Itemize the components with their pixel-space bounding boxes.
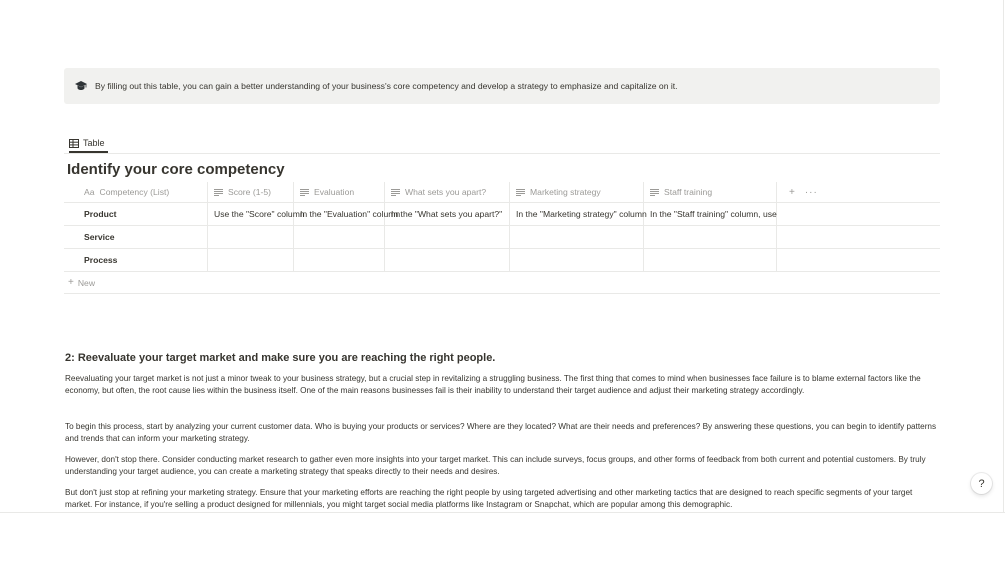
paragraph[interactable]: However, don't stop there. Consider conducting market research to gather even more insights into your target market. This can include surveys, focus groups, and other forms of feedback from both current and potential customers. By truly understanding your target audience, you can create a marketing strategy that speaks directly to their needs and desires. (65, 455, 926, 476)
row-name-cell[interactable]: Service (64, 226, 208, 248)
new-row-label: New (77, 277, 96, 288)
database-title[interactable]: Identify your core competency (67, 161, 285, 178)
paragraph[interactable]: Reevaluating your target market is not just a minor tweak to your business strategy, but a crucial step in revitalizing a struggling business. The first thing that comes to mind when businesses face failure is to blame external factors like the economy, but often, the root cause lies within the business itself. One of the main reasons businesses fail is their inability to understand their target audience and adjust their marketing strategy accordingly. (65, 374, 921, 395)
table-row[interactable] (64, 226, 940, 249)
table-icon (69, 139, 79, 148)
title-icon: Aa (84, 187, 95, 197)
column-header-label: What sets you apart? (405, 187, 487, 197)
text-icon (300, 189, 309, 196)
row-name-cell[interactable]: Product (64, 203, 208, 225)
table-cell-empty (777, 203, 940, 225)
paragraph[interactable]: But don't just stop at refining your marketing strategy. Ensure that your marketing efforts are reaching the right people by using targeted advertising and other marketing tactics that are designed to reach specific segments of your target market. For instance, if you're selling a product designed for millennials, you might target social media platforms like Instagram or Snapchat, which are popular among this demographic. (65, 488, 913, 509)
table-cell[interactable]: In the "Staff training" column, use (644, 203, 777, 225)
column-header-staff-training[interactable] (644, 182, 777, 202)
database-table (64, 182, 940, 294)
column-header-competency[interactable] (64, 182, 208, 202)
more-options-button[interactable]: ··· (804, 186, 818, 198)
section-heading[interactable]: 2: Reevaluate your target market and make sure you are reaching the right people. (65, 352, 496, 364)
paragraph[interactable]: To begin this process, start by analyzing your current customer data. Who is buying your products or services? Where are they located? What are their needs and preferences? By answering these questions, you can begin to identify patterns and trends that can inform your marketing strategy. (65, 422, 937, 443)
tab-divider (64, 153, 940, 154)
table-cell[interactable] (385, 249, 510, 271)
table-cell[interactable]: In the "What sets you apart?" (385, 203, 510, 225)
plus-icon: + (68, 277, 74, 288)
column-header-label: Staff training (664, 187, 713, 197)
column-header-actions (777, 182, 940, 202)
table-cell[interactable] (208, 249, 294, 271)
table-cell[interactable]: Use the "Score" column (208, 203, 294, 225)
text-icon (516, 189, 525, 196)
table-row[interactable] (64, 203, 940, 226)
text-icon (391, 189, 400, 196)
table-cell[interactable] (510, 249, 644, 271)
page-right-border (1003, 0, 1004, 512)
column-header-label: Competency (List) (99, 187, 170, 197)
table-row[interactable] (64, 249, 940, 272)
table-cell-empty (777, 226, 940, 248)
page-bottom-border (0, 512, 1005, 513)
table-cell[interactable] (644, 226, 777, 248)
column-header-label: Evaluation (314, 187, 355, 197)
table-header-row (64, 182, 940, 203)
table-cell[interactable]: In the "Marketing strategy" column (510, 203, 644, 225)
add-column-button[interactable]: + (789, 186, 795, 198)
text-icon (650, 189, 659, 196)
table-cell[interactable] (294, 249, 385, 271)
table-cell[interactable] (294, 226, 385, 248)
column-header-label: Marketing strategy (530, 187, 601, 197)
column-header-score[interactable] (208, 182, 294, 202)
table-cell[interactable]: In the "Evaluation" column (294, 203, 385, 225)
tab-table-view[interactable] (69, 135, 108, 153)
column-header-evaluation[interactable] (294, 182, 385, 202)
column-header-what-sets-you-apart[interactable] (385, 182, 510, 202)
row-name-cell[interactable]: Process (64, 249, 208, 271)
table-cell[interactable] (208, 226, 294, 248)
graduation-cap-icon (74, 79, 88, 93)
table-cell[interactable] (510, 226, 644, 248)
tab-label: Table (83, 138, 105, 148)
add-new-row-button[interactable] (64, 272, 940, 294)
callout-text: By filling out this table, you can gain a better understanding of your business's core competency and develop a strategy to emphasize and capitalize on it. (95, 81, 678, 91)
callout-block[interactable] (64, 68, 940, 104)
text-icon (214, 189, 223, 196)
table-cell[interactable] (644, 249, 777, 271)
column-header-marketing-strategy[interactable] (510, 182, 644, 202)
table-cell-empty (777, 249, 940, 271)
table-cell[interactable] (385, 226, 510, 248)
help-button[interactable]: ? (971, 473, 992, 494)
column-header-label: Score (1-5) (228, 187, 271, 197)
